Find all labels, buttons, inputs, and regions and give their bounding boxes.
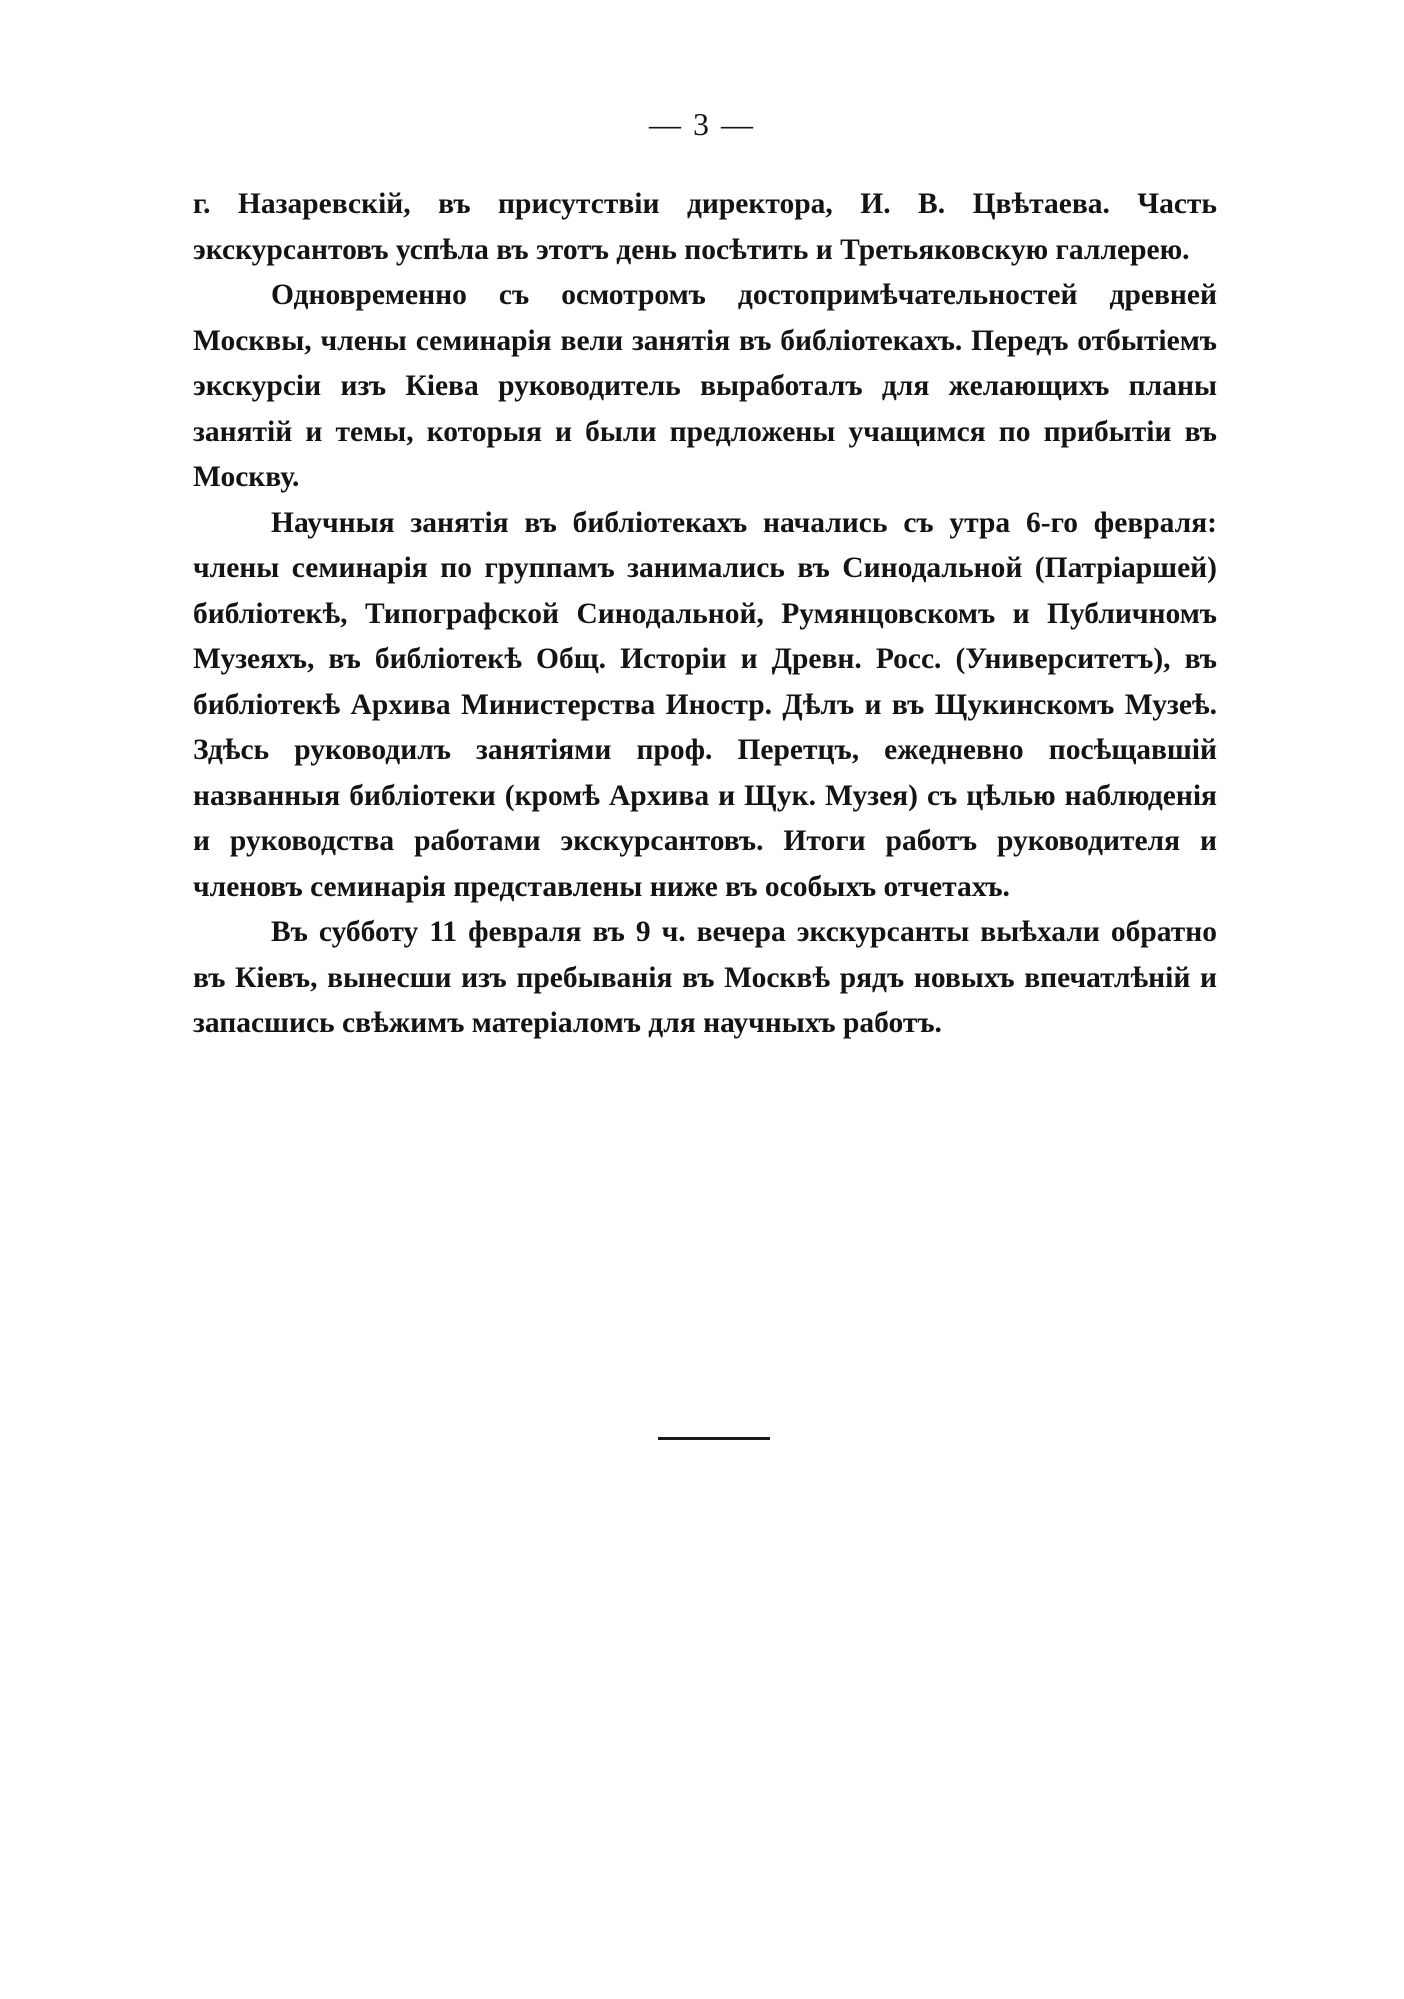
paragraph-moscow-libraries: Одновременно съ осмотромъ достопримѣчательностей древней Москвы, члены семинарія вели занятія въ библіотекахъ. Передъ отбытіемъ экскурсіи изъ Кіева руководитель выработалъ для желающихъ планы занятій и темы, которыя и были предложены учащимся по прибытіи въ Москву.	[193, 279, 1217, 493]
body-text	[193, 182, 1217, 1047]
end-divider	[658, 1437, 770, 1440]
paragraph-continuation: г. Назаревскій, въ присутствіи директора, И. В. Цвѣтаева. Часть экскурсантовъ успѣла въ этотъ день посѣтить и Третьяковскую галлерею.	[193, 188, 1217, 266]
page-number: — 3 —	[649, 106, 755, 142]
paragraph-departure: Въ субботу 11 февраля въ 9 ч. вечера экскурсанты выѣхали обратно въ Кіевъ, вынесши изъ пребыванія въ Москвѣ рядъ новыхъ впечатлѣній и запасшись свѣжимъ матеріаломъ для научныхъ работъ.	[193, 916, 1217, 1039]
paragraph-library-work: Научныя занятія въ библіотекахъ начались съ утра 6-го февраля: члены семинарія по группамъ занимались въ Синодальной (Патріаршей) библіотекѣ, Типографской Синодальной, Румянцовскомъ и Публичномъ Музеяхъ, въ библіотекѣ Общ. Исторіи и Древн. Росс. (Университетъ), въ библіотекѣ Архива Министерства Иностр. Дѣлъ и въ Щукинскомъ Музеѣ. Здѣсь руководилъ занятіями проф. Перетцъ, ежедневно посѣщавшій названныя библіотеки (кромѣ Архива и Щук. Музея) съ цѣлью наблюденія и руководства работами экскурсантовъ. Итоги работъ руководителя и членовъ семинарія представлены ниже въ особыхъ отчетахъ.	[193, 506, 1217, 903]
